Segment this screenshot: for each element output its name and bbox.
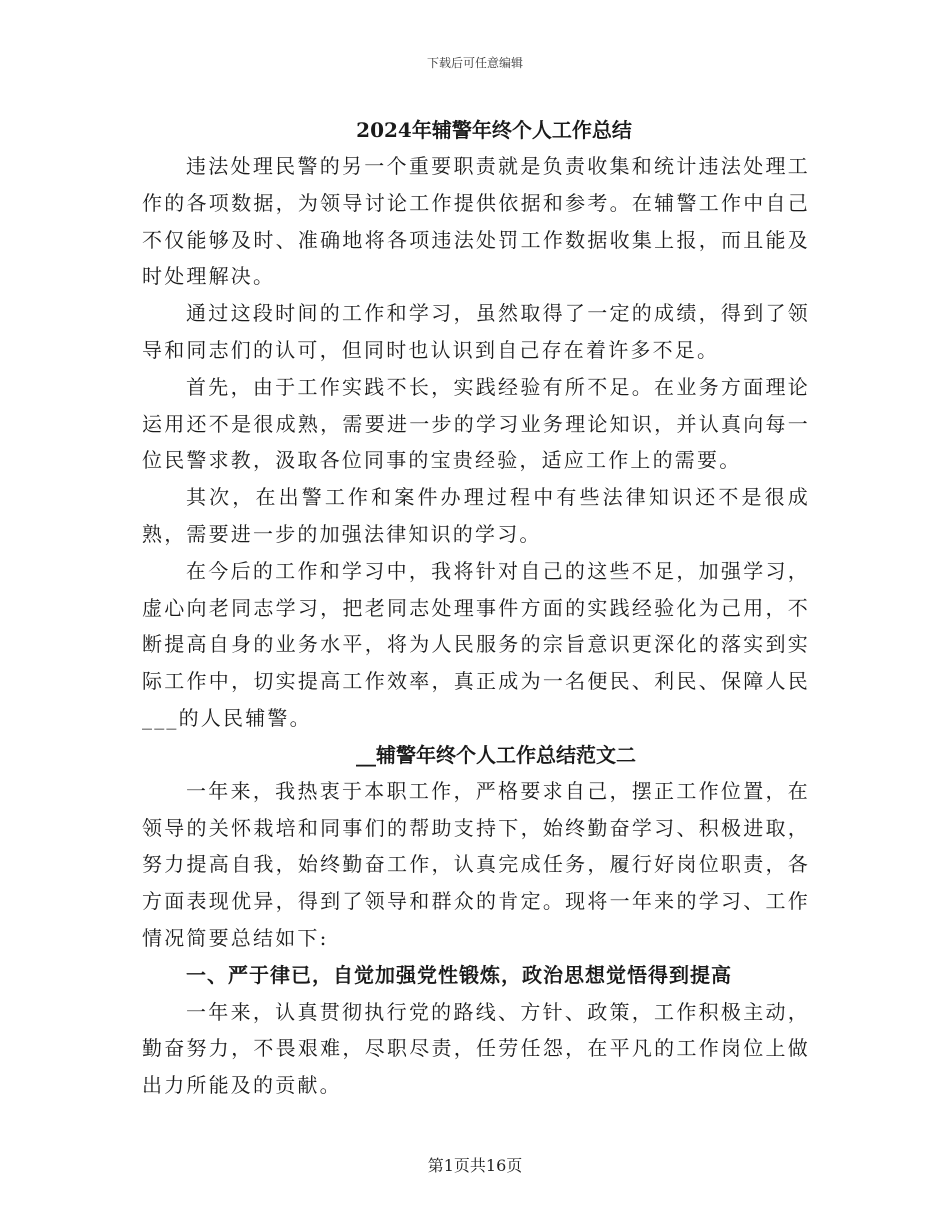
paragraph: 违法处理民警的另一个重要职责就是负责收集和统计违法处理工作的各项数据，为领导讨论工作提供依据和参考。在辅警工作中自己不仅能够及时、准确地将各项违法处罚工作数据收集上报，而且能及时处理解决。: [142, 154, 810, 289]
header-note: 下载后可任意编辑: [426, 56, 523, 70]
paragraph: 首先，由于工作实践不长，实践经验有所不足。在业务方面理论运用还不是很成熟，需要进一步的学习业务理论知识，并认真向每一位民警求教，汲取各位同事的宝贵经验，适应工作上的需要。: [142, 374, 810, 473]
section-title: __辅警年终个人工作总结范文二: [356, 742, 636, 767]
document-body: [142, 112, 810, 1104]
section-heading: 一、严于律已，自觉加强党性锻炼，政治思想觉悟得到提高: [186, 962, 732, 987]
document-title: 2024年辅警年终个人工作总结: [356, 118, 632, 142]
paragraph: 一年来，认真贯彻执行党的路线、方针、政策，工作积极主动，勤奋努力，不畏艰难，尽职尽责，任劳任怨，在平凡的工作岗位上做出力所能及的贡献。: [142, 999, 810, 1098]
page-number: 第1页共16页: [427, 1156, 523, 1175]
paragraph: 一年来，我热衷于本职工作，严格要求自己，摆正工作位置，在领导的关怀栽培和同事们的帮助支持下，始终勤奋学习、积极进取，努力提高自我，始终勤奋工作，认真完成任务，履行好岗位职责，各方面表现优异，得到了领导和群众的肯定。现将一年来的学习、工作情况简要总结如下:: [142, 778, 810, 950]
paragraph: 其次，在出警工作和案件办理过程中有些法律知识还不是很成熟，需要进一步的加强法律知识的学习。: [142, 485, 810, 546]
paragraph: 通过这段时间的工作和学习，虽然取得了一定的成绩，得到了领导和同志们的认可，但同时也认识到自己存在着许多不足。: [142, 301, 810, 362]
paragraph: 在今后的工作和学习中，我将针对自己的这些不足，加强学习，虚心向老同志学习，把老同志处理事件方面的实践经验化为己用，不断提高自身的业务水平，将为人民服务的宗旨意识更深化的落实到实际工作中，切实提高工作效率，真正成为一名便民、利民、保障人民___的人民辅警。: [142, 558, 810, 730]
